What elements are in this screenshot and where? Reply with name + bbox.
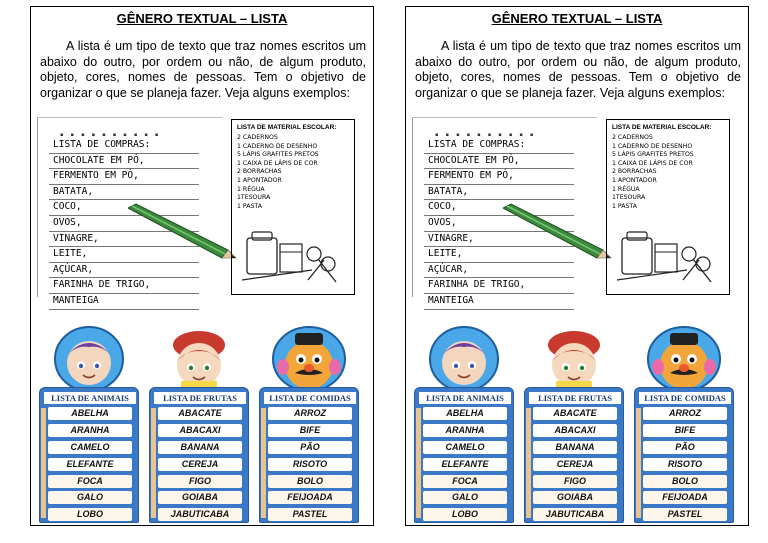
shopping-list-item: FERMENTO EM PÓ, [424,169,574,185]
page-title: GÊNERO TEXTUAL – LISTA [116,11,288,26]
shopping-list-heading: LISTA DE COMPRAS: [424,138,574,154]
school-list-item: 1 CADERNO DE DESENHO [237,142,318,150]
school-list-item: 5 LÁPIS GRAFITES PRETOS [612,151,694,159]
shopping-list-item: CHOCOLATE EM PÓ, [424,154,574,170]
list-panel [259,387,359,523]
shopping-list-notebook [37,117,222,306]
card-list-item: ARROZ [643,407,727,420]
shopping-list-item: AÇÚCAR, [49,263,199,279]
pencil-icon [503,200,613,260]
potato-head-avatar-icon [644,325,724,391]
school-list-item: 2 BORRACHAS [612,168,657,176]
notebook-holes: ▪▪▪▪▪▪▪▪▪▪ [60,130,166,141]
card-list-item: PASTEL [643,508,727,521]
shopping-list-item: BATATA, [49,185,199,201]
card-list-item: ABELHA [48,407,132,420]
card-list-item: BANANA [533,441,617,454]
card-list-item: FEIJOADA [268,491,352,504]
card-list-item: ARANHA [48,424,132,437]
worksheet-page-right [405,6,749,526]
card-list-items [158,407,242,525]
panel-side-strip [41,408,46,518]
card-list-item: FIGO [533,475,617,488]
card-list-item: GALO [48,491,132,504]
school-list-items [237,134,349,211]
school-list-item: 2 CADERNOS [612,134,653,141]
card-list-item: CEREJA [533,458,617,471]
card-list-item: ARANHA [423,424,507,437]
school-supplies-list [606,119,730,295]
card-list-items [643,407,727,525]
card-list-title: LISTA DE COMIDAS [639,392,731,404]
worksheet-page-left [30,6,374,526]
card-list-items [533,407,617,525]
card-list-item: ELEFANTE [48,458,132,471]
character-list-card [634,325,734,525]
school-supplies-icon [242,230,342,285]
card-list-item: JABUTICABA [533,508,617,521]
character-list-card [524,325,624,525]
school-list-items [612,134,724,211]
school-list-title: LISTA DE MATERIAL ESCOLAR: [612,124,712,131]
shopping-list-item: OVOS, [424,216,574,232]
shopping-list-item: FARINHA DE TRIGO, [49,278,199,294]
character-list-card [39,325,139,525]
shopping-list-notebook [412,117,597,306]
school-list-item: 1 APONTADOR [237,176,282,184]
shopping-list-item: VINAGRE, [424,232,574,248]
shopping-list-item: LEITE, [424,247,574,263]
school-list-item: 1 PASTA [612,202,637,210]
card-list-item: GOIABA [533,491,617,504]
panel-side-strip [526,408,531,518]
school-list-item: 1 CADERNO DE DESENHO [612,142,693,150]
astronaut-avatar-icon [49,325,129,391]
potato-head-avatar-icon [269,325,349,391]
card-list-item: BIFE [643,424,727,437]
shopping-list-item: OVOS, [49,216,199,232]
shopping-list-item: FERMENTO EM PÓ, [49,169,199,185]
card-list-item: ABACATE [533,407,617,420]
school-list-item: 1 CAIXA DE LÁPIS DE COR [237,159,318,167]
card-list-item: GOIABA [158,491,242,504]
school-list-title: LISTA DE MATERIAL ESCOLAR: [237,124,337,131]
shopping-list-item: AÇÚCAR, [424,263,574,279]
school-list-item: 2 CADERNOS [237,134,278,141]
shopping-list-heading: LISTA DE COMPRAS: [49,138,199,154]
card-list-item: ELEFANTE [423,458,507,471]
card-list-item: PASTEL [268,508,352,521]
school-list-item: 1 RÉGUA [237,185,265,193]
panel-side-strip [261,408,266,518]
card-list-title: LISTA DE FRUTAS [154,392,246,404]
shopping-list-item: MANTEIGA [49,294,199,310]
list-panel [149,387,249,523]
card-list-item: RISOTO [268,458,352,471]
school-list-item: 1 APONTADOR [612,176,657,184]
card-list-item: FEIJOADA [643,491,727,504]
panel-side-strip [416,408,421,518]
character-list-card [414,325,514,525]
school-list-item: 2 BORRACHAS [237,168,282,176]
card-list-item: ARROZ [268,407,352,420]
card-list-items [48,407,132,525]
card-list-item: GALO [423,491,507,504]
card-list-item: ABELHA [423,407,507,420]
school-list-item: 1TESOURA [612,194,646,202]
card-list-item: PÃO [643,441,727,454]
shopping-list-item: MANTEIGA [424,294,574,310]
astronaut-avatar-icon [424,325,504,391]
shopping-list-item: COCO, [424,200,574,216]
card-list-item: FOCA [423,475,507,488]
card-list-title: LISTA DE COMIDAS [264,392,356,404]
school-list-item: 5 LÁPIS GRAFITES PRETOS [237,151,319,159]
card-list-title: LISTA DE FRUTAS [529,392,621,404]
school-list-item: 1 CAIXA DE LÁPIS DE COR [612,159,693,167]
card-list-title: LISTA DE ANIMAIS [44,392,136,404]
card-list-item: CAMELO [48,441,132,454]
character-list-card [149,325,249,525]
shopping-list-item: BATATA, [424,185,574,201]
intro-paragraph: A lista é um tipo de texto que traz nomes escritos um abaixo do outro, por ordem ou não, de algum produto, objeto, cores, nomes de pessoas. Tem o objetivo de organizar o que se planeja fazer. Veja alguns exemplos: [40,39,366,100]
card-list-title: LISTA DE ANIMAIS [419,392,511,404]
card-list-item: CAMELO [423,441,507,454]
shopping-list-item: VINAGRE, [49,232,199,248]
card-list-item: BOLO [268,475,352,488]
school-supplies-list [231,119,355,295]
pencil-icon [128,200,238,260]
card-list-item: JABUTICABA [158,508,242,521]
card-list-item: FIGO [158,475,242,488]
card-list-item: ABACATE [158,407,242,420]
list-panel [524,387,624,523]
shopping-list-item: LEITE, [49,247,199,263]
cowgirl-avatar-icon [159,325,239,391]
card-list-item: LOBO [48,508,132,521]
card-list-item: ABACAXI [533,424,617,437]
school-supplies-icon [617,230,717,285]
shopping-list-item: COCO, [49,200,199,216]
intro-paragraph: A lista é um tipo de texto que traz nomes escritos um abaixo do outro, por ordem ou não, de algum produto, objeto, cores, nomes de pessoas. Tem o objetivo de organizar o que se planeja fazer. Veja alguns exemplos: [415,39,741,100]
card-list-item: RISOTO [643,458,727,471]
shopping-list-item: FARINHA DE TRIGO, [424,278,574,294]
card-list-item: PÃO [268,441,352,454]
shopping-list-item: CHOCOLATE EM PÓ, [49,154,199,170]
school-list-item: 1 RÉGUA [612,185,640,193]
card-list-items [423,407,507,525]
card-list-items [268,407,352,525]
card-list-item: BOLO [643,475,727,488]
page-title: GÊNERO TEXTUAL – LISTA [491,11,663,26]
card-list-item: BIFE [268,424,352,437]
card-list-item: LOBO [423,508,507,521]
list-panel [39,387,139,523]
card-list-item: ABACAXI [158,424,242,437]
cowgirl-avatar-icon [534,325,614,391]
list-panel [414,387,514,523]
card-list-item: FOCA [48,475,132,488]
list-panel [634,387,734,523]
character-list-card [259,325,359,525]
card-list-item: CEREJA [158,458,242,471]
notebook-holes: ▪▪▪▪▪▪▪▪▪▪ [435,130,541,141]
school-list-item: 1TESOURA [237,194,271,202]
panel-side-strip [636,408,641,518]
card-list-item: BANANA [158,441,242,454]
school-list-item: 1 PASTA [237,202,262,210]
panel-side-strip [151,408,156,518]
